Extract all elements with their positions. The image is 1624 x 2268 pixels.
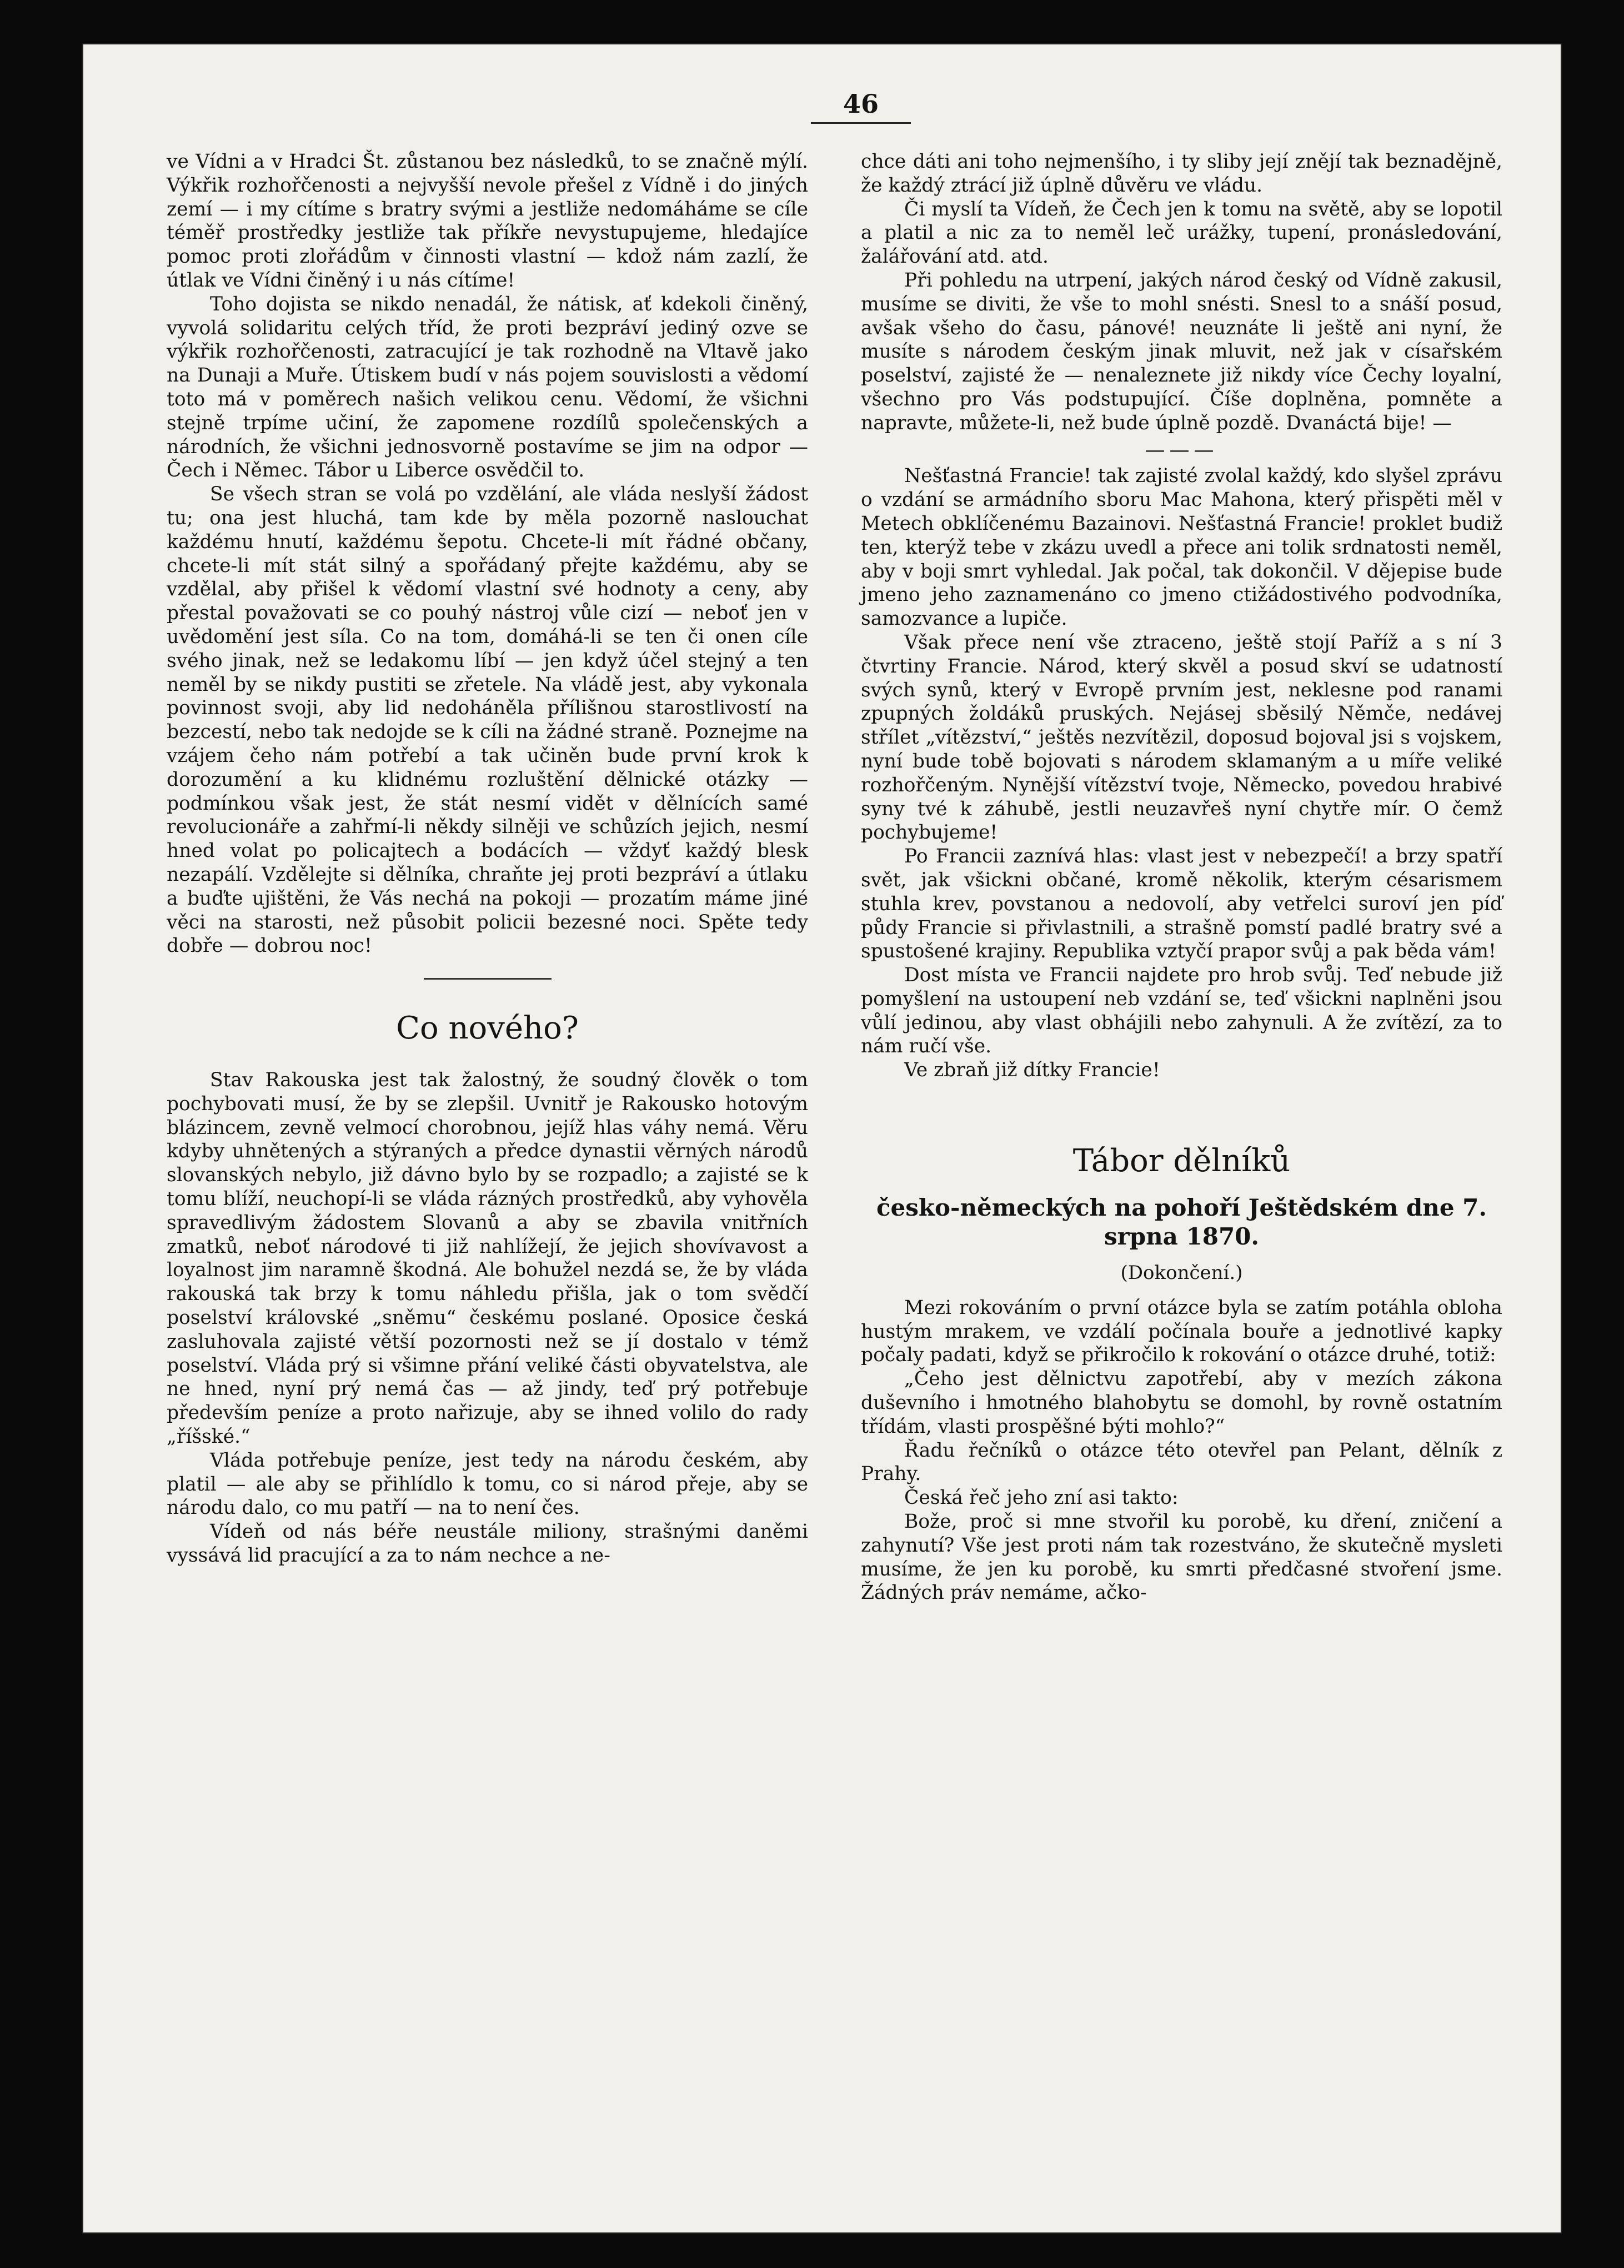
paragraph: Vláda potřebuje peníze, jest tedy na národu českém, aby platil — ale aby se přihlídlo k tomu, co si národ přeje, aby se národu dalo, co mu patří — na to není čes. xyxy=(167,1449,808,1519)
paragraph: Mezi rokováním o první otázce byla se zatím potáhla obloha hustým mrakem, ve vzdálí počínala bouře a jednotlivé kapky počaly padati, když se přikročilo k rokování o otázce druhé, totiž: xyxy=(861,1296,1502,1367)
paragraph: Při pohledu na utrpení, jakých národ český od Vídně zakusil, musíme se diviti, že vše to mohl snésti. Snesl to a snáší posud, avšak všeho do času, pánové! neuznáte li ještě ani nyní, že musíte s národem českým jinak mluvit, než jak v císařském poselství, zajisté že — nenaleznete již nikdy více Čechy loyalní, všechno pro Vás podstupující. Číše doplněna, pomněte a napravte, můžete-li, než bude úplně pozdě. Dvanáctá bije! — xyxy=(861,269,1502,434)
paragraph: Nešťastná Francie! tak zajisté zvolal každý, kdo slyšel zprávu o vzdání se armádního sboru Mac Mahona, který přispěti měl v Metech obklíčenému Bazainovi. Nešťastná Francie! proklet budiž ten, kterýž tebe v zkázu uvedl a přece ani tolik srdnatosti neměl, aby v boji smrt vyhledal. Jak počal, tak dokončil. V dějepise bude jmeno jeho zaznamenáno co jmeno ctižádostivého podvodníka, samozvance a lupiče. xyxy=(861,465,1502,630)
paragraph: Řadu řečníků o otázce této otevřel pan Pelant, dělník z Prahy. xyxy=(861,1439,1502,1486)
paragraph: Či myslí ta Vídeň, že Čech jen k tomu na světě, aby se lopotil a platil a nic za to neměl leč urážky, tupení, pronásledování, žalářování atd. atd. xyxy=(861,198,1502,268)
paragraph: Česká řeč jeho zní asi takto: xyxy=(904,1487,1179,1509)
paragraph: Bože, proč si mne stvořil ku porobě, ku dření, zničení a zahynutí? Vše jest proti nám tak rozestváno, že skutečně mysleti musíme, že jen ku porobě, ku smrti předčasné stvoření jsme. Žádných práv nemáme, ačko- xyxy=(861,1511,1502,1604)
dash-separator: ——— xyxy=(1145,438,1219,461)
paragraph: Ve zbraň již dítky Francie! xyxy=(904,1059,1160,1082)
paragraph: ve Vídni a v Hradci Št. zůstanou bez následků, to se značně mýlí. Výkřik rozhořčenosti a nejvyšší nevole přešel z Vídně i do jiných zemí — i my cítíme s bratry svými a jestliže nedomáháme se cíle téměř prostředky jestliže tak příkře nevystupujeme, hledajíce pomoc proti zlořádům v činnosti vlastní — kdož nám zazlí, že útlak ve Vídni činěný i u nás cítíme! xyxy=(167,150,808,292)
section-divider xyxy=(424,978,552,980)
paragraph: Po Francii zaznívá hlas: vlast jest v nebezpečí! a brzy spatří svět, jak všickni občané, kromě několik, kterým césarismem stuhla krev, povstanou a nedovolí, aby vetřelci suroví jen píď půdy Francie si přivlastnili, a strašně pomstí padlé bratry své a spustošené krajiny. Republika vztyčí prapor svůj a pak běda vám! xyxy=(861,845,1502,963)
paragraph: Vídeň od nás béře neustále miliony, strašnými daněmi vyssává lid pracující a za to nám nechce a ne- xyxy=(167,1521,808,1567)
newspaper-page xyxy=(83,44,1561,2232)
paragraph: Však přece není vše ztraceno, ještě stojí Paříž a s ní 3 čtvrtiny Francie. Národ, který skvěl a posud skví se udatností svých synů, který v Evropě prvním jest, neklesne pod ranami zpupných žoldáků pruských. Nejásej sběsilý Němče, nedávej střílet „vítězství,“ ještěs nezvítězil, doposud bojoval jsi s vojskem, nyní bude tobě bojovati s národem sklamaným a u míře veliké rozhořčeným. Nynější vítězství tvoje, Německo, povedou hrabivé syny tvé k záhubě, jestli neuzavřeš nyní chytře mír. O čemž pochybujeme! xyxy=(861,631,1502,844)
paragraph: „Čeho jest dělnictvu zapotřebí, aby v mezích zákona duševního i hmotného blahobytu se domohl, by rovně ostatním třídám, vlasti prospěšné býti mohlo?“ xyxy=(861,1368,1502,1438)
paragraph: Toho dojista se nikdo nenadál, že nátisk, ať kdekoli činěný, vyvolá solidaritu celých tříd, že proti bezpráví jediný ozve se výkřik rozhořčenosti, zatracující je tak rozhodně na Vltavě jako na Dunaji a Muře. Útiskem budí v nás pojem souvislosti a vědomí toto má v poměrech našich velikou cenu. Vědomí, že všichni stejně trpíme učiní, že zapomene rozdílů společenských a národních, že všichni jednosvorně postavíme se jim na odpor — Čech i Němec. Tábor u Liberce osvědčil to. xyxy=(167,293,808,482)
right-column xyxy=(861,150,1502,1605)
paragraph: chce dáti ani toho nejmenšího, i ty sliby její znějí tak beznadějně, že každý ztrácí již úplně důvěru ve vládu. xyxy=(861,150,1502,197)
paragraph: Dost místa ve Francii najdete pro hrob svůj. Teď nebude již pomyšlení na ustoupení neb vzdání se, teď všickni naplněni jsou vůlí jedinou, aby vlast obhájili nebo zahynuli. A že zvítězí, za to nám ručí vše. xyxy=(861,964,1502,1058)
paragraph: Stav Rakouska jest tak žalostný, že soudný člověk o tom pochybovati musí, že by se zlepšil. Uvnitř je Rakousko hotovým blázincem, zevně velmocí chorobnou, jejíž hlas váhy nemá. Věru kdyby uhnětených a stýraných a předce dynastii věrných národů slovanských nebylo, již dávno bylo by se rozpadlo; a zajisté se k tomu blíží, neuchopí-li se vláda rázných prostředků, aby vyhověla spravedlivým žádostem Slovanů a aby se zbavila vnitřních zmatků, neboť národové ti již nahlížejí, že jejich shovívavost a loyalnost jim naramně škodná. Ale bohužel nezdá se, že by vláda rakouská tak brzy k tomu náhledu přišla, jak o tom svědčí poselství královské „sněmu“ českému poslané. Oposice česká zasluhovala zajisté větší pozornosti než se jí dostalo v témž poselství. Vláda prý si všimne přání veliké části obyvatelstva, ale ne hned, nyní prý nemá čas — až jindy, teď prý potřebuje především peníze a proto nařizuje, aby se ihned volilo do rady „říšské.“ xyxy=(167,1069,808,1448)
paragraph: Se všech stran se volá po vzdělání, ale vláda neslyší žádost tu; ona jest hluchá, tam kde by měla pozorně naslouchat každému hnutí, každému šepotu. Chcete-li mít řádné občany, chcete-li mít stát silný a spořádaný přejte každému, aby se vzdělal, aby přišel k vědomí vlastní své hodnoty a ceny, aby přestal považovati se co pouhý nástroj vůle cizí — neboť jen v uvědomění jest síla. Co na tom, domáhá-li se ten či onen cíle svého jinak, než se ledakomu líbí — jen když účel stejný a ten neměl by se nikdy pustiti se zřetele. Na vládě jest, aby vykonala povinnost svoji, aby lid nedoháněla přílišnou starostlivostí na bezcestí, nebo tak nedojde se k cíli na žádné straně. Poznejme na vzájem čeho nám potřebí a tak učiněn bude první krok k dorozumění a ku klidnému rozluštění dělnické otázky — podmínkou však jest, že stát nesmí vidět v dělnících samé revolucionáře a zahřmí-li někdy silněji ve schůzích jejich, nesmí hned volat po policajtech a bodácích — vždyť každý blesk nezapálí. Vzdělejte si dělníka, chraňte jej proti bezpráví a útlaku a buďte ujištěni, že Vás nechá na pokoji — prozatím máme jiné věci na starosti, než působit policii bezesné noci. Spěte tedy dobře — dobrou noc! xyxy=(167,483,808,957)
continuation-note: (Dokončení.) xyxy=(1120,1262,1243,1284)
section-subtitle: česko-německých na pohoří Ještědském dne 7. srpna 1870. xyxy=(876,1194,1487,1251)
page-number: 46 xyxy=(811,89,911,124)
section-title-tabor: Tábor dělníků xyxy=(1072,1143,1291,1180)
section-title-co-noveho: Co nového? xyxy=(396,1010,579,1047)
left-column xyxy=(167,150,808,1568)
